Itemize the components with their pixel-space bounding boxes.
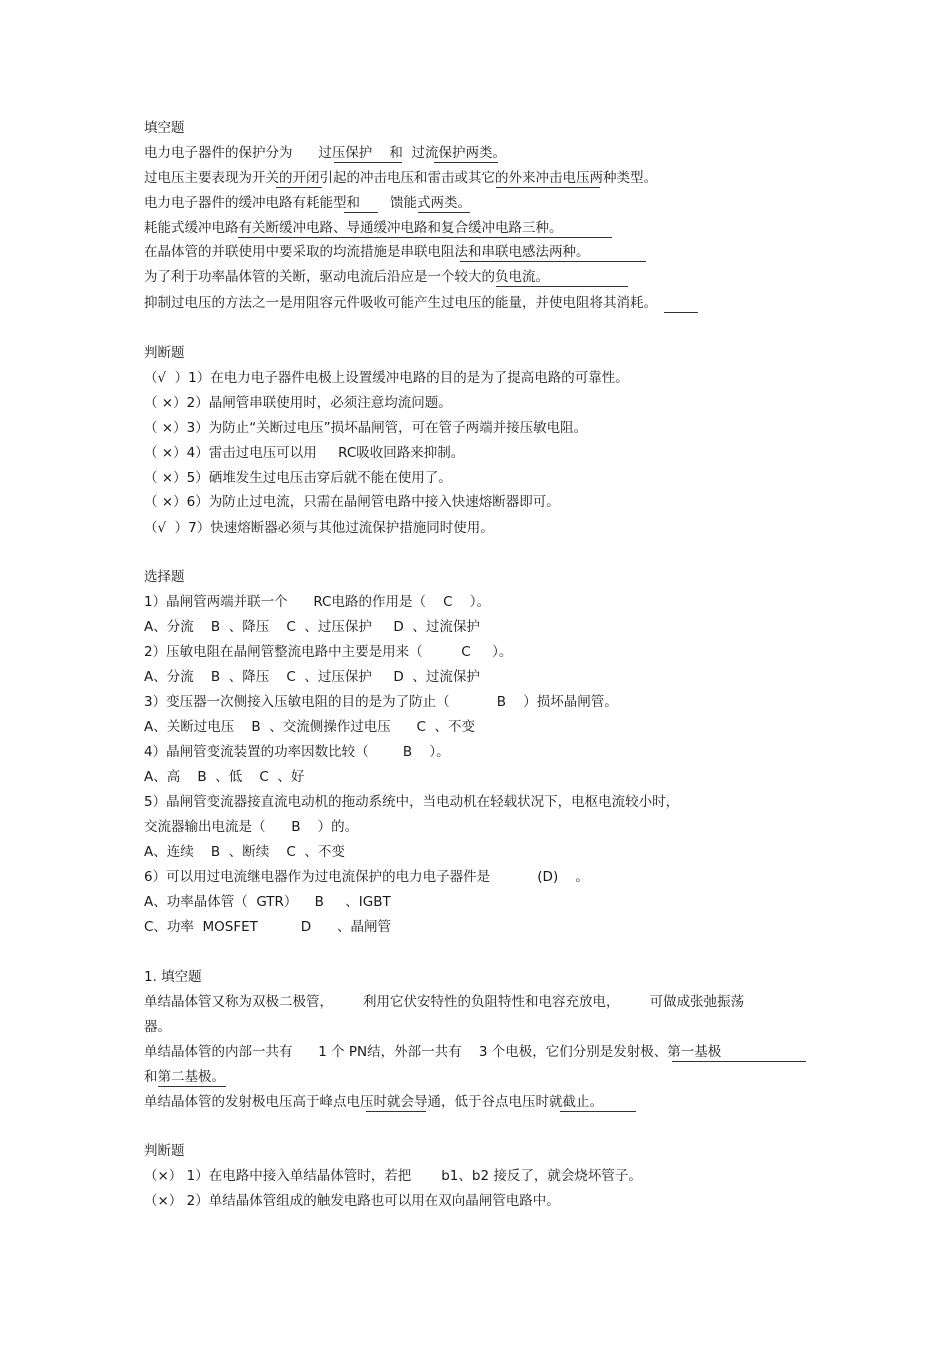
text-line: 耗能式缓冲电路有关断缓冲电路、导通缓冲电路和复合缓冲电路三种。 — [144, 220, 563, 236]
text-line: 2）压敏电阻在晶闸管整流电路中主要是用来（ C ）。 — [144, 644, 513, 660]
answer-underline — [418, 212, 470, 213]
text-line: 为了利于功率晶体管的关断，驱动电流后沿应是一个较大的负电流。 — [144, 269, 549, 285]
text-line: （ ×）2）晶闸管串联使用时，必须注意均流问题。 — [144, 395, 452, 411]
section-title-choice: 选择题 — [144, 569, 185, 585]
text-line: 过电压主要表现为开关的开闭引起的冲击电压和雷击或其它的外来冲击电压两种类型。 — [144, 170, 657, 186]
text-line: C、功率 MOSFET D 、晶闸管 — [144, 919, 391, 935]
text-line: （×） 2）单结晶体管组成的触发电路也可以用在双向晶闸管电路中。 — [144, 1193, 560, 1209]
text-line: 5）晶闸管变流器接直流电动机的拖动系统中，当电动机在轻载状况下，电枢电流较小时， — [144, 794, 680, 810]
text-line: 6）可以用过电流继电器作为过电流保护的电力电子器件是 (D) 。 — [144, 869, 589, 885]
answer-underline — [158, 1086, 226, 1087]
section-title-fill-blank: 填空题 — [144, 120, 185, 136]
answer-underline — [664, 312, 698, 313]
text-line: 交流器输出电流是（ B ）的。 — [144, 819, 359, 835]
text-line: （×） 1）在电路中接入单结晶体管时，若把 b1、b2 接反了，就会烧坏管子。 — [144, 1168, 642, 1184]
answer-underline — [238, 237, 612, 238]
text-line: 单结晶体管的内部一共有 1 个 PN结，外部一共有 3 个电极，它们分别是发射极、第一基极 — [144, 1044, 722, 1060]
text-line: 单结晶体管又称为双极二极管， 利用它伏安特性的负阻特性和电容充放电， 可做成张弛振荡 — [144, 994, 745, 1010]
text-line: A、关断过电压 B 、交流侧操作过电压 C 、不变 — [144, 719, 475, 735]
text-line: 3）变压器一次侧接入压敏电阻的目的是为了防止（ B ）损坏晶闸管。 — [144, 694, 618, 710]
answer-underline — [460, 261, 646, 262]
answer-underline — [344, 212, 378, 213]
answer-underline — [496, 187, 600, 188]
text-line: 电力电子器件的缓冲电路有耗能型和 馈能式两类。 — [144, 195, 472, 211]
text-line: A、分流 B 、降压 C 、过压保护 D 、过流保护 — [144, 669, 480, 685]
answer-underline — [560, 1111, 636, 1112]
section-title-fill-blank-2: 1. 填空题 — [144, 969, 202, 985]
text-line: 和第二基极。 — [144, 1069, 225, 1085]
text-line: （√ ）1）在电力电子器件电极上设置缓冲电路的目的是为了提高电路的可靠性。 — [144, 370, 629, 386]
text-line: A、连续 B 、断续 C 、不变 — [144, 844, 345, 860]
section-title-true-false: 判断题 — [144, 345, 185, 361]
text-line: 4）晶闸管变流装置的功率因数比较（ B ）。 — [144, 744, 450, 760]
text-line: 抑制过电压的方法之一是用阻容元件吸收可能产生过电压的能量，并使电阻将其消耗。 — [144, 295, 657, 311]
text-line: （ ×）6）为防止过电流，只需在晶闸管电路中接入快速熔断器即可。 — [144, 494, 560, 510]
text-line: 1）晶闸管两端并联一个 RC电路的作用是（ C ）。 — [144, 594, 490, 610]
text-line: （ ×）3）为防止“关断过电压”损坏晶闸管，可在管子两端并接压敏电阻。 — [144, 420, 588, 436]
text-line: 电力电子器件的保护分为 过压保护 和 过流保护两类。 — [144, 145, 506, 161]
text-line: A、功率晶体管（ GTR） B 、IGBT — [144, 894, 391, 910]
answer-underline — [672, 1061, 806, 1062]
section-title-true-false-2: 判断题 — [144, 1143, 185, 1159]
text-line: （ ×）4）雷击过电压可以用 RC吸收回路来抑制。 — [144, 445, 465, 461]
answer-underline — [434, 162, 498, 163]
answer-underline — [334, 162, 402, 163]
answer-underline — [496, 286, 628, 287]
text-line: A、高 B 、低 C 、好 — [144, 769, 305, 785]
text-line: 器。 — [144, 1019, 171, 1035]
text-line: 在晶体管的并联使用中要采取的均流措施是串联电阻法和串联电感法两种。 — [144, 244, 590, 260]
text-line: （ ×）5）硒堆发生过电压击穿后就不能在使用了。 — [144, 470, 452, 486]
text-line: 单结晶体管的发射极电压高于峰点电压时就会导通，低于谷点电压时就截止。 — [144, 1094, 603, 1110]
text-line: A、分流 B 、降压 C 、过压保护 D 、过流保护 — [144, 619, 480, 635]
text-line: （√ ）7）快速熔断器必须与其他过流保护措施同时使用。 — [144, 520, 494, 536]
answer-underline — [366, 1111, 426, 1112]
answer-underline — [276, 187, 322, 188]
